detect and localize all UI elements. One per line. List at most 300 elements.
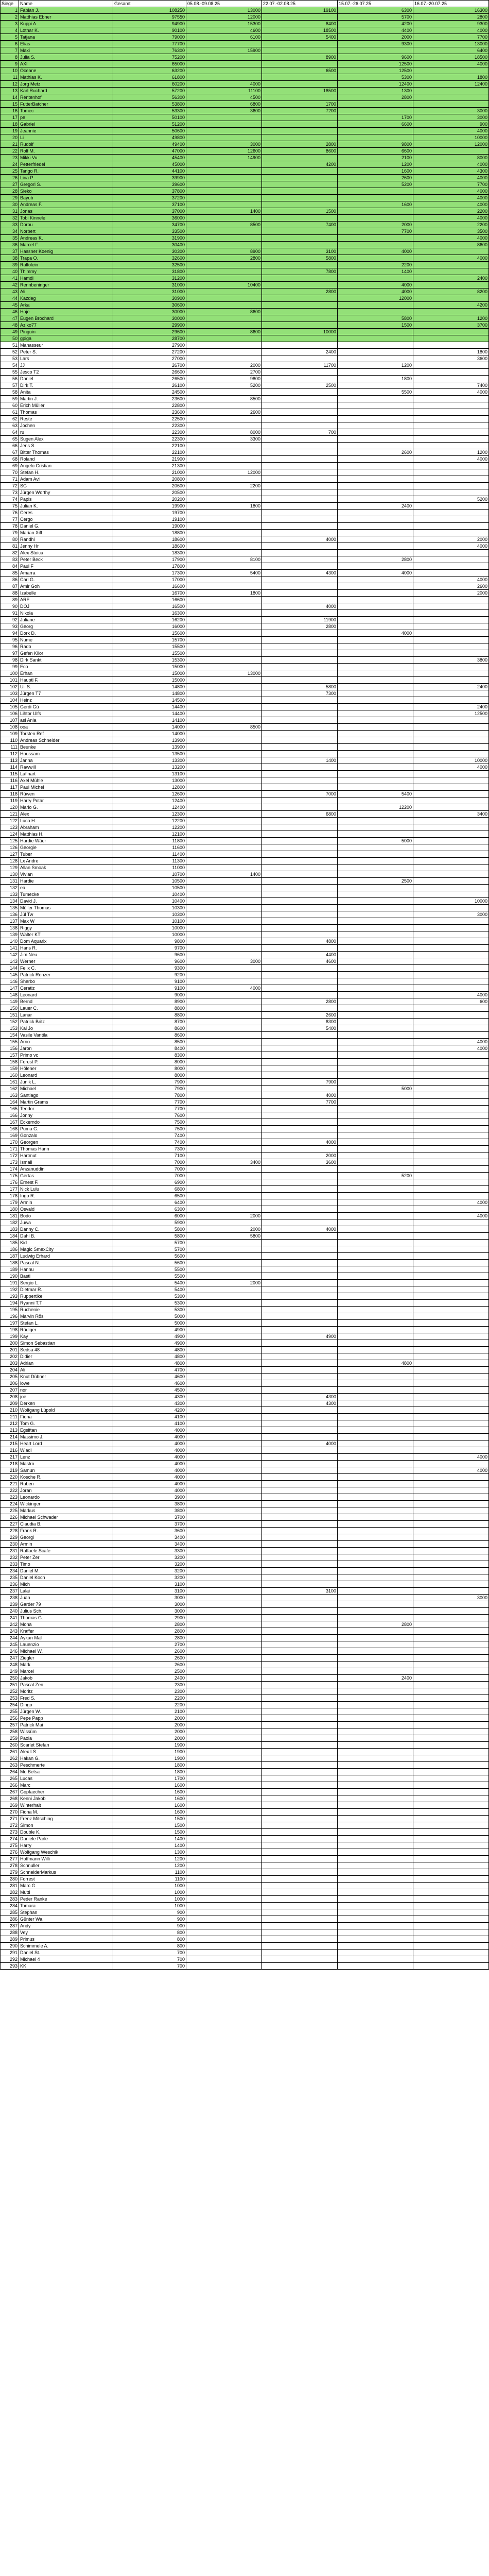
cell-period-3 [338,329,413,335]
cell-name: Scarlet Stefan [19,1742,113,1749]
cell-rank: 119 [1,798,19,804]
cell-total: 7000 [113,1166,186,1173]
cell-total: 13000 [113,777,186,784]
cell-name: Jürgen T7 [19,690,113,697]
table-row [1,47,489,54]
cell-period-4 [413,972,489,978]
cell-period-4 [413,1280,489,1286]
cell-total: 8800 [113,1012,186,1019]
table-row [1,643,489,650]
cell-period-1 [186,1608,262,1615]
cell-rank: 80 [1,536,19,543]
cell-rank: 36 [1,242,19,248]
cell-period-1 [186,550,262,556]
cell-period-1 [186,684,262,690]
cell-period-3 [338,1280,413,1286]
cell-rank: 267 [1,1789,19,1795]
cell-period-3 [338,811,413,818]
cell-period-4 [413,1240,489,1246]
table-row [1,710,489,717]
table-row [1,630,489,637]
cell-period-2 [262,1273,338,1280]
cell-period-3 [338,697,413,704]
table-row [1,1353,489,1360]
cell-total: 9000 [113,992,186,998]
cell-period-1 [186,952,262,958]
table-row [1,1132,489,1139]
cell-period-2 [262,1621,338,1628]
cell-period-1 [186,161,262,168]
cell-total: 14800 [113,684,186,690]
cell-name: Sedsa 48 [19,1347,113,1353]
cell-period-4 [413,918,489,925]
cell-period-1 [186,563,262,570]
cell-name: ooa [19,724,113,731]
cell-period-3 [338,1166,413,1173]
cell-period-3: 2400 [338,503,413,510]
cell-total: 22100 [113,449,186,456]
cell-rank: 266 [1,1782,19,1789]
cell-period-4: 4000 [413,175,489,181]
cell-name: Randhi [19,536,113,543]
cell-period-4 [413,1420,489,1427]
cell-period-1 [186,1454,262,1461]
cell-period-2 [262,865,338,871]
table-row [1,1467,489,1474]
cell-period-3 [338,335,413,342]
cell-rank: 284 [1,1903,19,1909]
cell-period-3 [338,1588,413,1595]
cell-period-2: 11700 [262,362,338,369]
cell-period-4 [413,342,489,349]
cell-period-3 [338,456,413,463]
cell-period-2 [262,1521,338,1528]
cell-name: Marian Xiff [19,530,113,536]
table-row [1,1702,489,1708]
cell-period-3 [338,1414,413,1420]
cell-period-1 [186,1434,262,1440]
cell-total: 6800 [113,1186,186,1193]
cell-name: Jim Neu [19,952,113,958]
cell-period-1 [186,195,262,201]
table-row [1,1749,489,1755]
cell-period-4: 2000 [413,590,489,597]
cell-period-4 [413,878,489,885]
cell-total: 11400 [113,851,186,858]
cell-period-4 [413,376,489,382]
cell-period-2 [262,764,338,771]
cell-period-4 [413,101,489,108]
cell-period-2 [262,1548,338,1554]
cell-period-1 [186,804,262,811]
table-row [1,41,489,47]
cell-period-4 [413,1086,489,1092]
cell-period-4: 4000 [413,161,489,168]
cell-period-1: 6800 [186,101,262,108]
table-body [1,7,489,1970]
cell-rank: 278 [1,1862,19,1869]
cell-total: 14500 [113,697,186,704]
cell-period-4 [413,1554,489,1561]
cell-period-1 [186,1112,262,1119]
cell-period-4: 4000 [413,195,489,201]
cell-name: Heinz [19,697,113,704]
cell-period-2 [262,168,338,175]
cell-period-3 [338,1474,413,1481]
cell-rank: 168 [1,1126,19,1132]
table-row [1,1742,489,1749]
cell-rank: 175 [1,1173,19,1179]
cell-period-3 [338,1829,413,1836]
cell-total: 75200 [113,54,186,61]
cell-period-3 [338,1608,413,1615]
cell-period-1: 2700 [186,369,262,376]
cell-period-1 [186,242,262,248]
cell-rank: 200 [1,1340,19,1347]
cell-name: Gonzalo [19,1132,113,1139]
cell-period-2 [262,1132,338,1139]
cell-total: 34700 [113,222,186,228]
cell-rank: 90 [1,603,19,610]
cell-rank: 4 [1,27,19,34]
cell-rank: 220 [1,1474,19,1481]
cell-period-3 [338,342,413,349]
cell-rank: 251 [1,1682,19,1688]
cell-period-4: 4000 [413,1454,489,1461]
cell-period-1: 8000 [186,429,262,436]
cell-period-2 [262,1728,338,1735]
cell-period-3: 6600 [338,121,413,128]
cell-period-2 [262,1534,338,1541]
cell-rank: 53 [1,355,19,362]
cell-period-4: 4000 [413,27,489,34]
cell-rank: 28 [1,188,19,195]
cell-period-1 [186,1923,262,1929]
table-row [1,67,489,74]
cell-period-2 [262,1514,338,1521]
cell-total: 5400 [113,1286,186,1293]
cell-name: Lina P. [19,175,113,181]
cell-period-3: 1500 [338,322,413,329]
cell-total: 3200 [113,1561,186,1568]
cell-period-4: 3600 [413,355,489,362]
cell-period-1 [186,1789,262,1795]
cell-period-1 [186,1132,262,1139]
cell-period-4 [413,1072,489,1079]
cell-period-4 [413,1126,489,1132]
cell-total: 60200 [113,81,186,88]
cell-name: Schimmele A. [19,1943,113,1950]
cell-period-4 [413,1360,489,1367]
cell-total: 17900 [113,556,186,563]
cell-period-1 [186,1903,262,1909]
cell-total: 5300 [113,1307,186,1313]
cell-period-3 [338,1755,413,1762]
cell-period-1 [186,1775,262,1782]
cell-period-3 [338,1367,413,1374]
cell-rank: 43 [1,289,19,295]
cell-period-4 [413,510,489,516]
table-row [1,21,489,27]
cell-period-2 [262,945,338,952]
cell-period-1: 3400 [186,1159,262,1166]
cell-period-3: 4400 [338,27,413,34]
cell-period-4 [413,1909,489,1916]
cell-name: JJ [19,362,113,369]
cell-period-4: 18500 [413,54,489,61]
cell-rank: 118 [1,791,19,798]
cell-period-2 [262,710,338,717]
cell-total: 9800 [113,938,186,945]
cell-rank: 74 [1,496,19,503]
cell-total: 11300 [113,858,186,865]
cell-period-1 [186,355,262,362]
cell-name: Lalai [19,1588,113,1595]
cell-name: Pinguin [19,329,113,335]
cell-total: 1100 [113,1869,186,1876]
cell-name: Vey [19,1929,113,1936]
cell-rank: 239 [1,1601,19,1608]
cell-period-3 [338,858,413,865]
cell-total: 4300 [113,1394,186,1400]
cell-total: 2000 [113,1715,186,1722]
cell-period-4 [413,1956,489,1963]
table-row [1,342,489,349]
cell-total: 2700 [113,1641,186,1648]
cell-period-3: 1200 [338,161,413,168]
cell-period-4 [413,1662,489,1668]
cell-period-4 [413,1206,489,1213]
cell-period-2: 4000 [262,1092,338,1099]
cell-period-2 [262,181,338,188]
cell-period-3 [338,1862,413,1869]
cell-period-1: 4000 [186,985,262,992]
table-row [1,114,489,121]
cell-period-3 [338,1923,413,1929]
cell-period-4 [413,1809,489,1816]
cell-rank: 57 [1,382,19,389]
cell-period-1: 8900 [186,248,262,255]
cell-rank: 154 [1,1032,19,1039]
cell-period-3 [338,436,413,443]
cell-period-1 [186,188,262,195]
cell-period-4 [413,556,489,563]
cell-rank: 195 [1,1307,19,1313]
cell-period-2 [262,1708,338,1715]
cell-total: 33500 [113,228,186,235]
cell-period-1 [186,1420,262,1427]
cell-name: Arno [19,1039,113,1045]
table-row [1,911,489,918]
cell-rank: 103 [1,690,19,697]
cell-name: Ceres [19,510,113,516]
cell-rank: 24 [1,161,19,168]
cell-total: 23600 [113,409,186,416]
table-row [1,1595,489,1601]
table-row [1,1273,489,1280]
cell-rank: 193 [1,1293,19,1300]
cell-period-2 [262,1675,338,1682]
cell-name: Egsiftan [19,1427,113,1434]
cell-total: 4000 [113,1427,186,1434]
table-row [1,925,489,931]
cell-period-3 [338,1374,413,1380]
cell-period-2 [262,1474,338,1481]
cell-period-3 [338,1039,413,1045]
table-row [1,1487,489,1494]
cell-period-3 [338,798,413,804]
cell-period-2 [262,831,338,838]
cell-total: 9600 [113,958,186,965]
cell-name: FutterBatcher [19,101,113,108]
cell-name: Massimo J. [19,1434,113,1440]
cell-period-4 [413,891,489,898]
cell-period-4 [413,1561,489,1568]
cell-period-1 [186,268,262,275]
cell-period-1 [186,456,262,463]
cell-period-1 [186,1347,262,1353]
cell-rank: 66 [1,443,19,449]
cell-total: 22100 [113,443,186,449]
cell-name: Hölener [19,1065,113,1072]
cell-name: Markus [19,1507,113,1514]
cell-name: Tom G. [19,1420,113,1427]
cell-period-1 [186,1615,262,1621]
cell-period-1 [186,891,262,898]
cell-period-3 [338,1467,413,1474]
cell-period-2 [262,1253,338,1260]
cell-period-1 [186,1045,262,1052]
cell-period-4 [413,1722,489,1728]
cell-name: Anita [19,389,113,396]
cell-total: 900 [113,1909,186,1916]
cell-period-3 [338,1956,413,1963]
table-row [1,402,489,409]
cell-period-3 [338,1005,413,1012]
cell-period-3 [338,731,413,737]
cell-total: 1600 [113,1809,186,1816]
table-row [1,1394,489,1400]
table-row [1,1507,489,1514]
cell-name: nor [19,1387,113,1394]
cell-name: Juwa [19,1219,113,1226]
cell-period-2 [262,871,338,878]
cell-period-4 [413,670,489,677]
cell-period-1 [186,1755,262,1762]
cell-period-3: 4800 [338,1360,413,1367]
cell-total: 2500 [113,1668,186,1675]
cell-period-3 [338,1514,413,1521]
cell-total: 26100 [113,382,186,389]
cell-period-4 [413,751,489,757]
table-row [1,382,489,389]
cell-rank: 46 [1,309,19,315]
cell-period-3: 2000 [338,34,413,41]
cell-period-2 [262,335,338,342]
cell-name: AXI [19,61,113,67]
table-row [1,1641,489,1648]
cell-period-1 [186,1199,262,1206]
cell-period-2 [262,1199,338,1206]
cell-period-1 [186,1795,262,1802]
cell-rank: 178 [1,1193,19,1199]
cell-total: 1900 [113,1749,186,1755]
cell-rank: 58 [1,389,19,396]
table-row [1,1139,489,1146]
table-row [1,376,489,382]
cell-period-4 [413,737,489,744]
cell-period-4: 4000 [413,255,489,262]
cell-name: Leonard [19,1072,113,1079]
table-row [1,242,489,248]
cell-rank: 170 [1,1139,19,1146]
table-row [1,543,489,550]
cell-period-4: 4200 [413,302,489,309]
cell-rank: 37 [1,248,19,255]
cell-period-3 [338,871,413,878]
cell-name: Osvald [19,1206,113,1213]
cell-period-2 [262,878,338,885]
cell-rank: 98 [1,657,19,664]
table-row [1,1521,489,1528]
cell-total: 5500 [113,1266,186,1273]
table-row [1,1233,489,1240]
cell-period-2 [262,315,338,322]
cell-total: 4000 [113,1481,186,1487]
cell-rank: 131 [1,878,19,885]
cell-total: 4300 [113,1400,186,1407]
cell-period-4 [413,637,489,643]
cell-period-3 [338,1072,413,1079]
cell-name: Gopfaecher [19,1789,113,1795]
cell-total: 22300 [113,422,186,429]
cell-rank: 48 [1,322,19,329]
cell-name: Erhan [19,670,113,677]
cell-period-4 [413,268,489,275]
cell-rank: 26 [1,175,19,181]
table-row [1,1146,489,1153]
cell-period-2 [262,1769,338,1775]
cell-total: 1700 [113,1775,186,1782]
cell-total: 20500 [113,489,186,496]
cell-period-2 [262,1266,338,1273]
cell-rank: 207 [1,1387,19,1394]
cell-total: 2600 [113,1655,186,1662]
cell-name: Tomec [19,108,113,114]
cell-period-3 [338,1595,413,1601]
cell-period-4 [413,697,489,704]
cell-total: 31200 [113,275,186,282]
cell-period-2 [262,1635,338,1641]
table-row [1,34,489,41]
cell-period-2: 19100 [262,7,338,14]
cell-period-4 [413,1012,489,1019]
cell-period-2 [262,1179,338,1186]
cell-period-4: 3000 [413,911,489,918]
cell-period-3 [338,1333,413,1340]
table-row [1,1099,489,1106]
cell-period-1: 3300 [186,436,262,443]
cell-period-2 [262,530,338,536]
cell-period-4 [413,148,489,155]
cell-period-1 [186,1849,262,1856]
table-row [1,1246,489,1253]
cell-total: 20200 [113,496,186,503]
table-row [1,161,489,168]
cell-period-3 [338,1487,413,1494]
cell-period-2 [262,74,338,81]
cell-rank: 109 [1,731,19,737]
